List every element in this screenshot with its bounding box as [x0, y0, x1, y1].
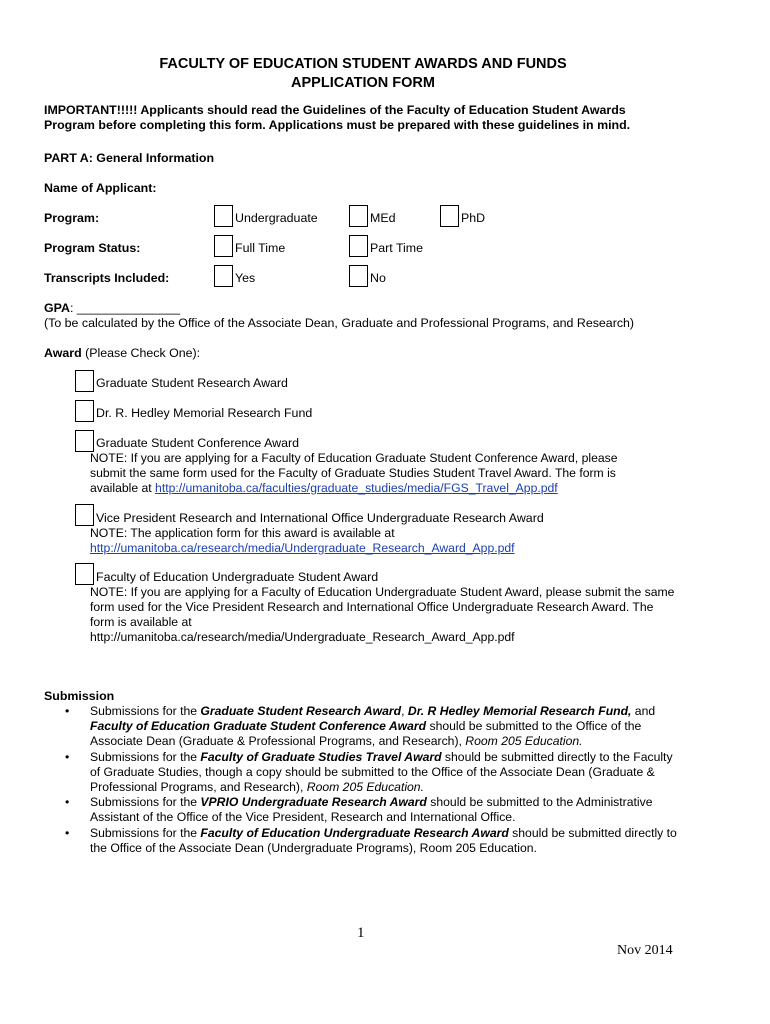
- bullet: •: [65, 795, 70, 810]
- award-gsra-checkbox[interactable]: [75, 370, 94, 392]
- program-med-checkbox[interactable]: [349, 205, 368, 227]
- submission-item-2: • Submissions for the Faculty of Graduate Studies Travel Award should be submitted directly to the Faculty of Graduate Studies, though a copy should be submitted to the Office of the Associate Dean (Graduate & Professional Programs, and Research), Room 205 Education.: [65, 749, 673, 795]
- award-fe-checkbox[interactable]: [75, 563, 94, 585]
- program-undergraduate-checkbox[interactable]: [214, 205, 233, 227]
- bullet: •: [65, 825, 70, 840]
- award-fe-label: Faculty of Education Undergraduate Student Award: [96, 570, 379, 584]
- name-of-applicant-label: Name of Applicant:: [44, 181, 157, 195]
- award-gsca-note: NOTE: If you are applying for a Faculty of Education Graduate Student Conference Award, please submit the same form used for the Faculty of Graduate Studies Student Travel Award. The form is: [90, 451, 618, 480]
- award-vp-note: NOTE: The application form for this award is available at: [90, 526, 395, 540]
- award-heading: [44, 346, 200, 360]
- transcripts-no-label: No: [370, 271, 386, 285]
- status-full-time-label: Full Time: [235, 241, 286, 255]
- bullet: •: [65, 749, 70, 764]
- program-phd-checkbox[interactable]: [440, 205, 459, 227]
- award-hedley-checkbox[interactable]: [75, 400, 94, 422]
- undergraduate-research-award-link[interactable]: http://umanitoba.ca/research/media/Undergraduate_Research_Award_App.pdf: [90, 541, 515, 555]
- form-title-line1: FACULTY OF EDUCATION STUDENT AWARDS AND FUNDS: [159, 56, 567, 72]
- program-label: Program:: [44, 211, 100, 225]
- status-full-time-checkbox[interactable]: [214, 235, 233, 257]
- award-gsca-available-at: available at: [90, 481, 156, 495]
- award-label: Award: [44, 346, 82, 360]
- status-part-time-checkbox[interactable]: [349, 235, 368, 257]
- award-gsca-checkbox[interactable]: [75, 430, 94, 452]
- fgs-travel-app-link[interactable]: http://umanitoba.ca/faculties/graduate_studies/media/FGS_Travel_App.pdf: [155, 481, 558, 495]
- status-part-time-label: Part Time: [370, 241, 424, 255]
- transcripts-no-checkbox[interactable]: [349, 265, 368, 287]
- transcripts-yes-label: Yes: [235, 271, 256, 285]
- program-phd-label: PhD: [461, 211, 486, 225]
- award-hedley-label: Dr. R. Hedley Memorial Research Fund: [96, 406, 313, 420]
- submission-item-3: • Submissions for the VPRIO Undergraduate Research Award should be submitted to the Administrative Assistant of the Office of the Vice President, Research and International Office.: [65, 795, 653, 825]
- submission-list: [44, 704, 684, 856]
- page-number: 1: [357, 925, 365, 941]
- award-fe-note: NOTE: If you are applying for a Faculty of Education Undergraduate Student Award, please submit the same form used for the Vice President Research and International Office Undergraduate Research Award. The form is available at: [90, 585, 675, 629]
- important-notice-line2: Program before completing this form. Applications must be prepared with these guidelines in mind.: [44, 118, 631, 132]
- transcripts-label: Transcripts Included:: [44, 271, 170, 285]
- part-a-heading: PART A: General Information: [44, 151, 215, 165]
- submission-heading: Submission: [44, 689, 115, 703]
- award-gsra-label: Graduate Student Research Award: [96, 376, 288, 390]
- gpa-blank: : _______________: [69, 301, 181, 315]
- submission-item-1: • Submissions for the Graduate Student Research Award, Dr. R Hedley Memorial Research Fund, and Faculty of Education Graduate Student Conference Award should be submitted to the Office of the Associate Dean (Graduate & Professional Programs, and Research), Room 205 Education.: [65, 704, 656, 749]
- important-notice-line1: IMPORTANT!!!!! Applicants should read the Guidelines of the Faculty of Education Student Awards: [44, 103, 626, 117]
- footer-date: Nov 2014: [617, 943, 673, 958]
- award-instruction: (Please Check One):: [81, 346, 201, 360]
- award-vp-label: Vice President Research and International Office Undergraduate Research Award: [96, 511, 544, 525]
- award-gsca-availability: [90, 481, 558, 496]
- award-fe-url: http://umanitoba.ca/research/media/Undergraduate_Research_Award_App.pdf: [90, 630, 515, 644]
- bullet: •: [65, 704, 70, 718]
- program-med-label: MEd: [370, 211, 396, 225]
- gpa-note: (To be calculated by the Office of the Associate Dean, Graduate and Professional Programs, and Research): [44, 316, 635, 330]
- program-undergraduate-label: Undergraduate: [235, 211, 318, 225]
- gpa-field[interactable]: [44, 301, 180, 315]
- form-title-line2: APPLICATION FORM: [291, 75, 435, 91]
- transcripts-yes-checkbox[interactable]: [214, 265, 233, 287]
- award-gsca-label: Graduate Student Conference Award: [96, 436, 299, 450]
- award-vp-checkbox[interactable]: [75, 504, 94, 526]
- program-status-label: Program Status:: [44, 241, 141, 255]
- submission-item-4: • Submissions for the Faculty of Education Undergraduate Research Award should be submitted directly to the Office of the Associate Dean (Undergraduate Programs), Room 205 Education.: [65, 825, 677, 855]
- gpa-label: GPA: [44, 301, 70, 315]
